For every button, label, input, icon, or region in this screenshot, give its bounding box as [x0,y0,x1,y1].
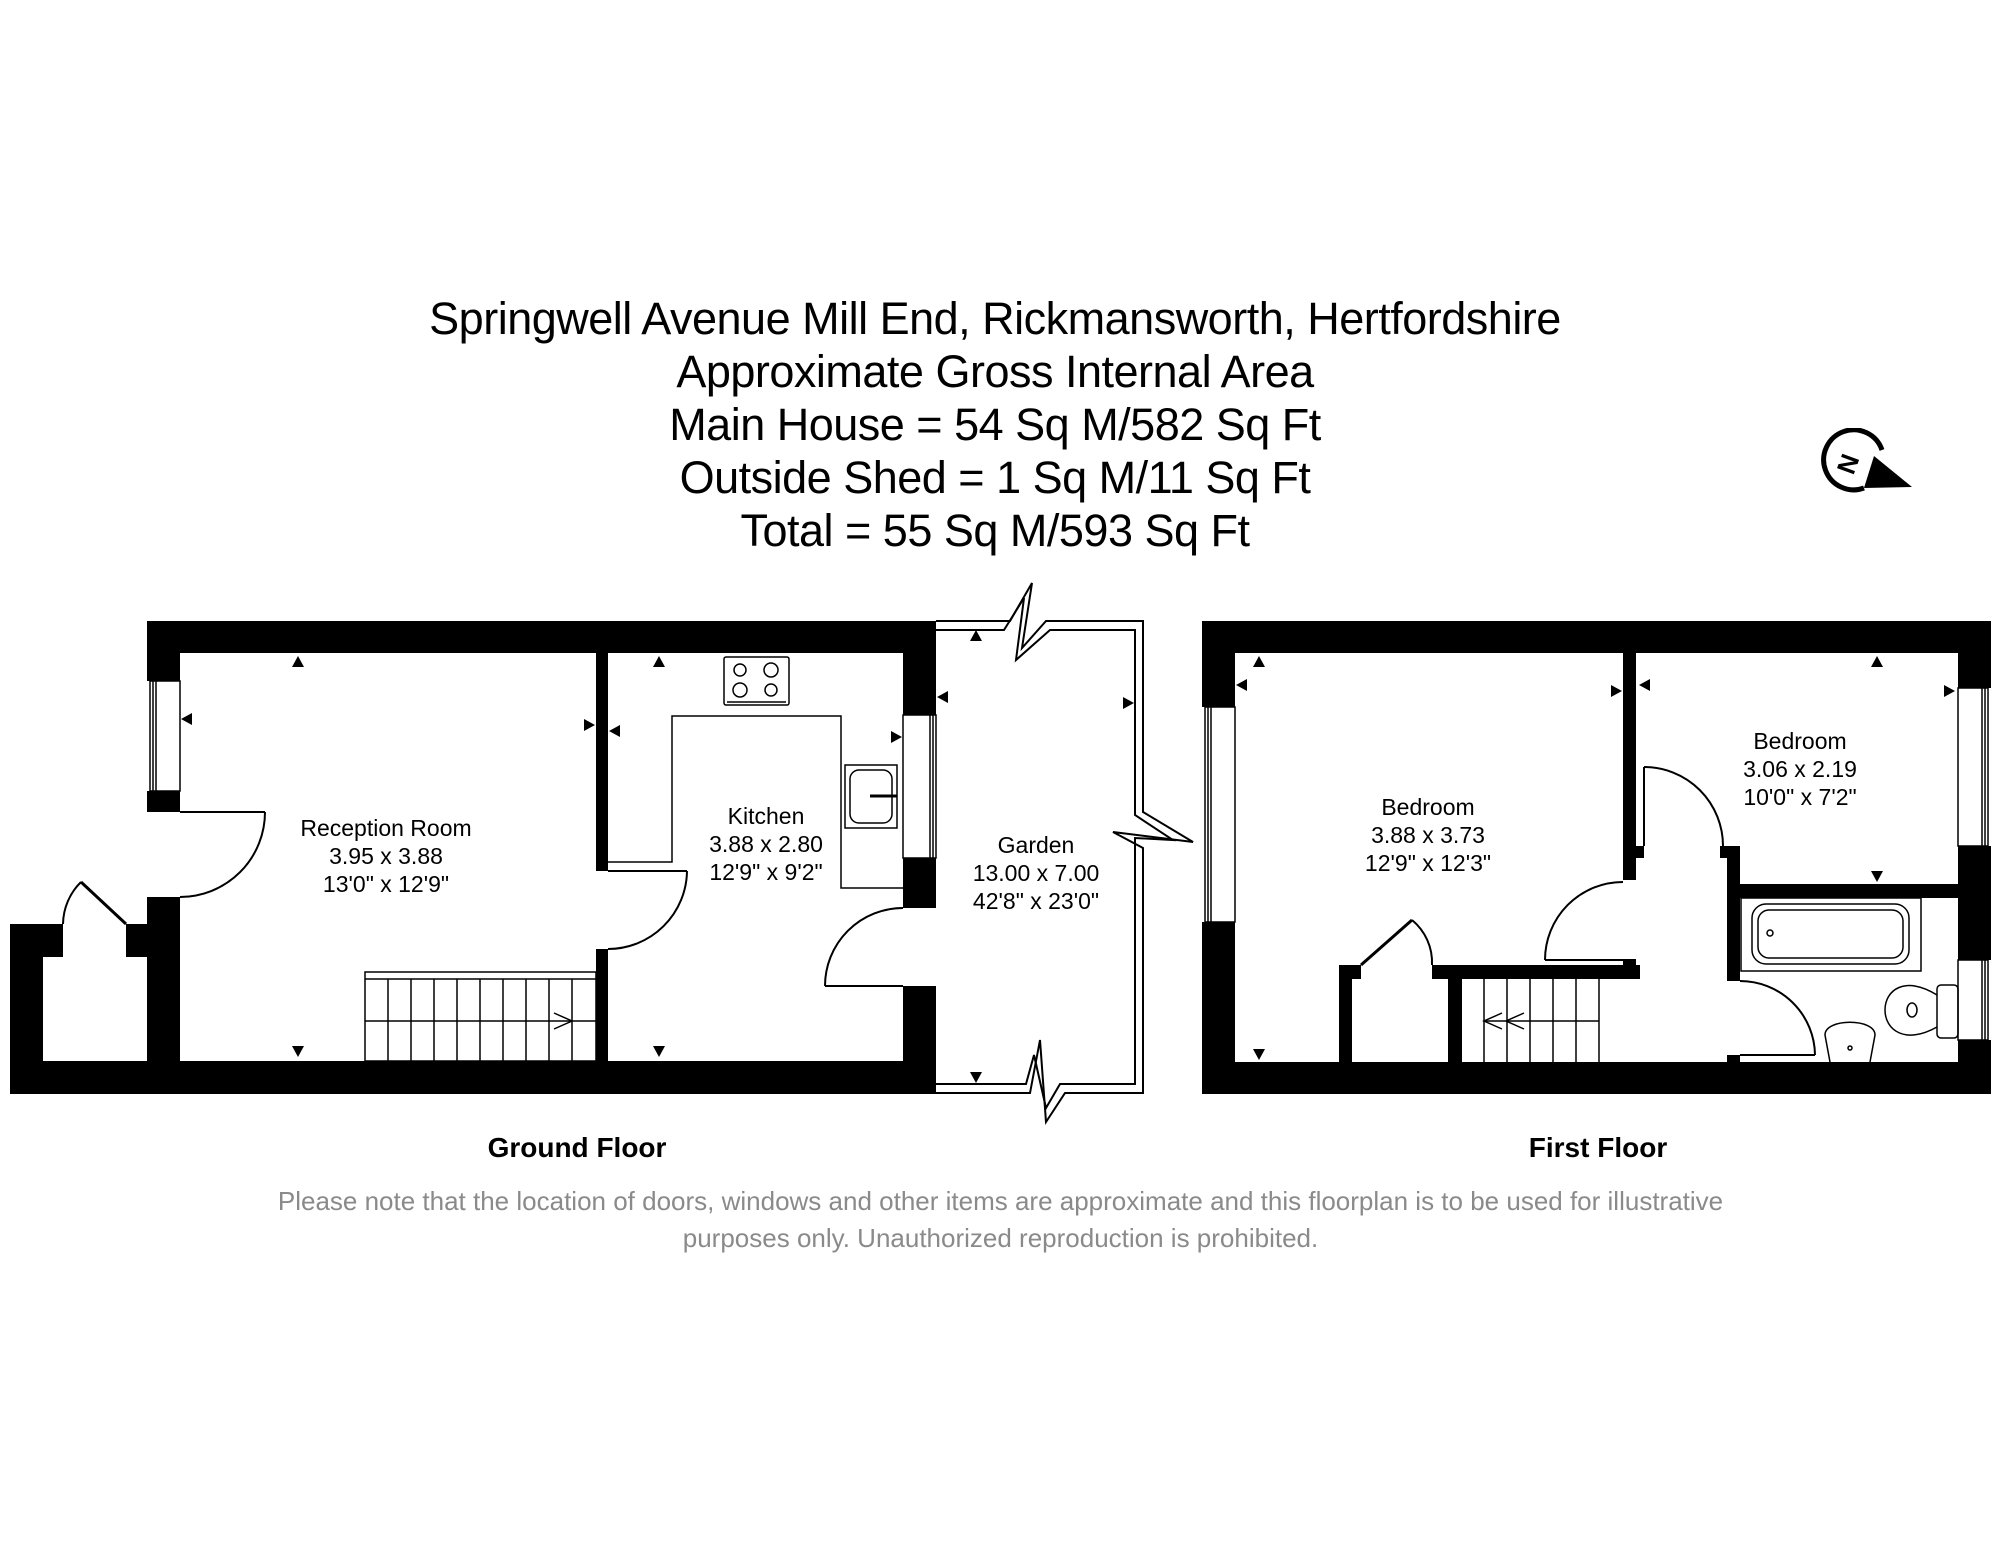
disclaimer [0,1183,2001,1257]
room-metric: 3.88 x 3.73 [1371,822,1485,848]
room-metric: 3.06 x 2.19 [1743,756,1857,782]
svg-text:N: N [1830,450,1866,478]
ground-top-wall [147,621,936,653]
first-floor-label: First Floor [1528,1132,1668,1163]
room-imperial: 13'0" x 12'9" [322,871,450,897]
room-imperial: 12'9" x 9'2" [709,859,823,885]
main-house-area: Main House = 54 Sq M/582 Sq Ft [669,399,1321,450]
room-name: Bedroom [1753,728,1847,754]
outside-shed-area: Outside Shed = 1 Sq M/11 Sq Ft [679,452,1311,503]
room-imperial: 42'8" x 23'0" [972,888,1100,914]
room-reception [300,814,471,898]
room-metric: 13.00 x 7.00 [972,860,1100,886]
room-name: Bedroom [1381,794,1475,820]
total-area: Total = 55 Sq M/593 Sq Ft [740,505,1250,556]
room-bedroom-2 [1743,727,1857,811]
room-garden [973,831,1100,915]
disclaimer-line-1: Please note that the location of doors, windows and other items are approximate and this floorplan is to be used for illustrative [277,1186,1724,1216]
room-imperial: 10'0" x 7'2" [1743,784,1857,810]
room-name: Garden [997,832,1075,858]
area-subtitle: Approximate Gross Internal Area [676,346,1314,397]
room-imperial: 12'9" x 12'3" [1364,850,1492,876]
room-kitchen [709,802,823,886]
room-name: Reception Room [300,815,472,841]
room-name: Kitchen [727,803,805,829]
room-metric: 3.95 x 3.88 [329,843,443,869]
ground-floor-label: Ground Floor [487,1132,667,1163]
address-title: Springwell Avenue Mill End, Rickmansworth, Hertfordshire [429,293,1561,344]
room-metric: 3.88 x 2.80 [709,831,823,857]
room-bedroom-1 [1365,793,1491,877]
disclaimer-line-2: purposes only. Unauthorized reproduction is prohibited. [682,1223,1319,1253]
